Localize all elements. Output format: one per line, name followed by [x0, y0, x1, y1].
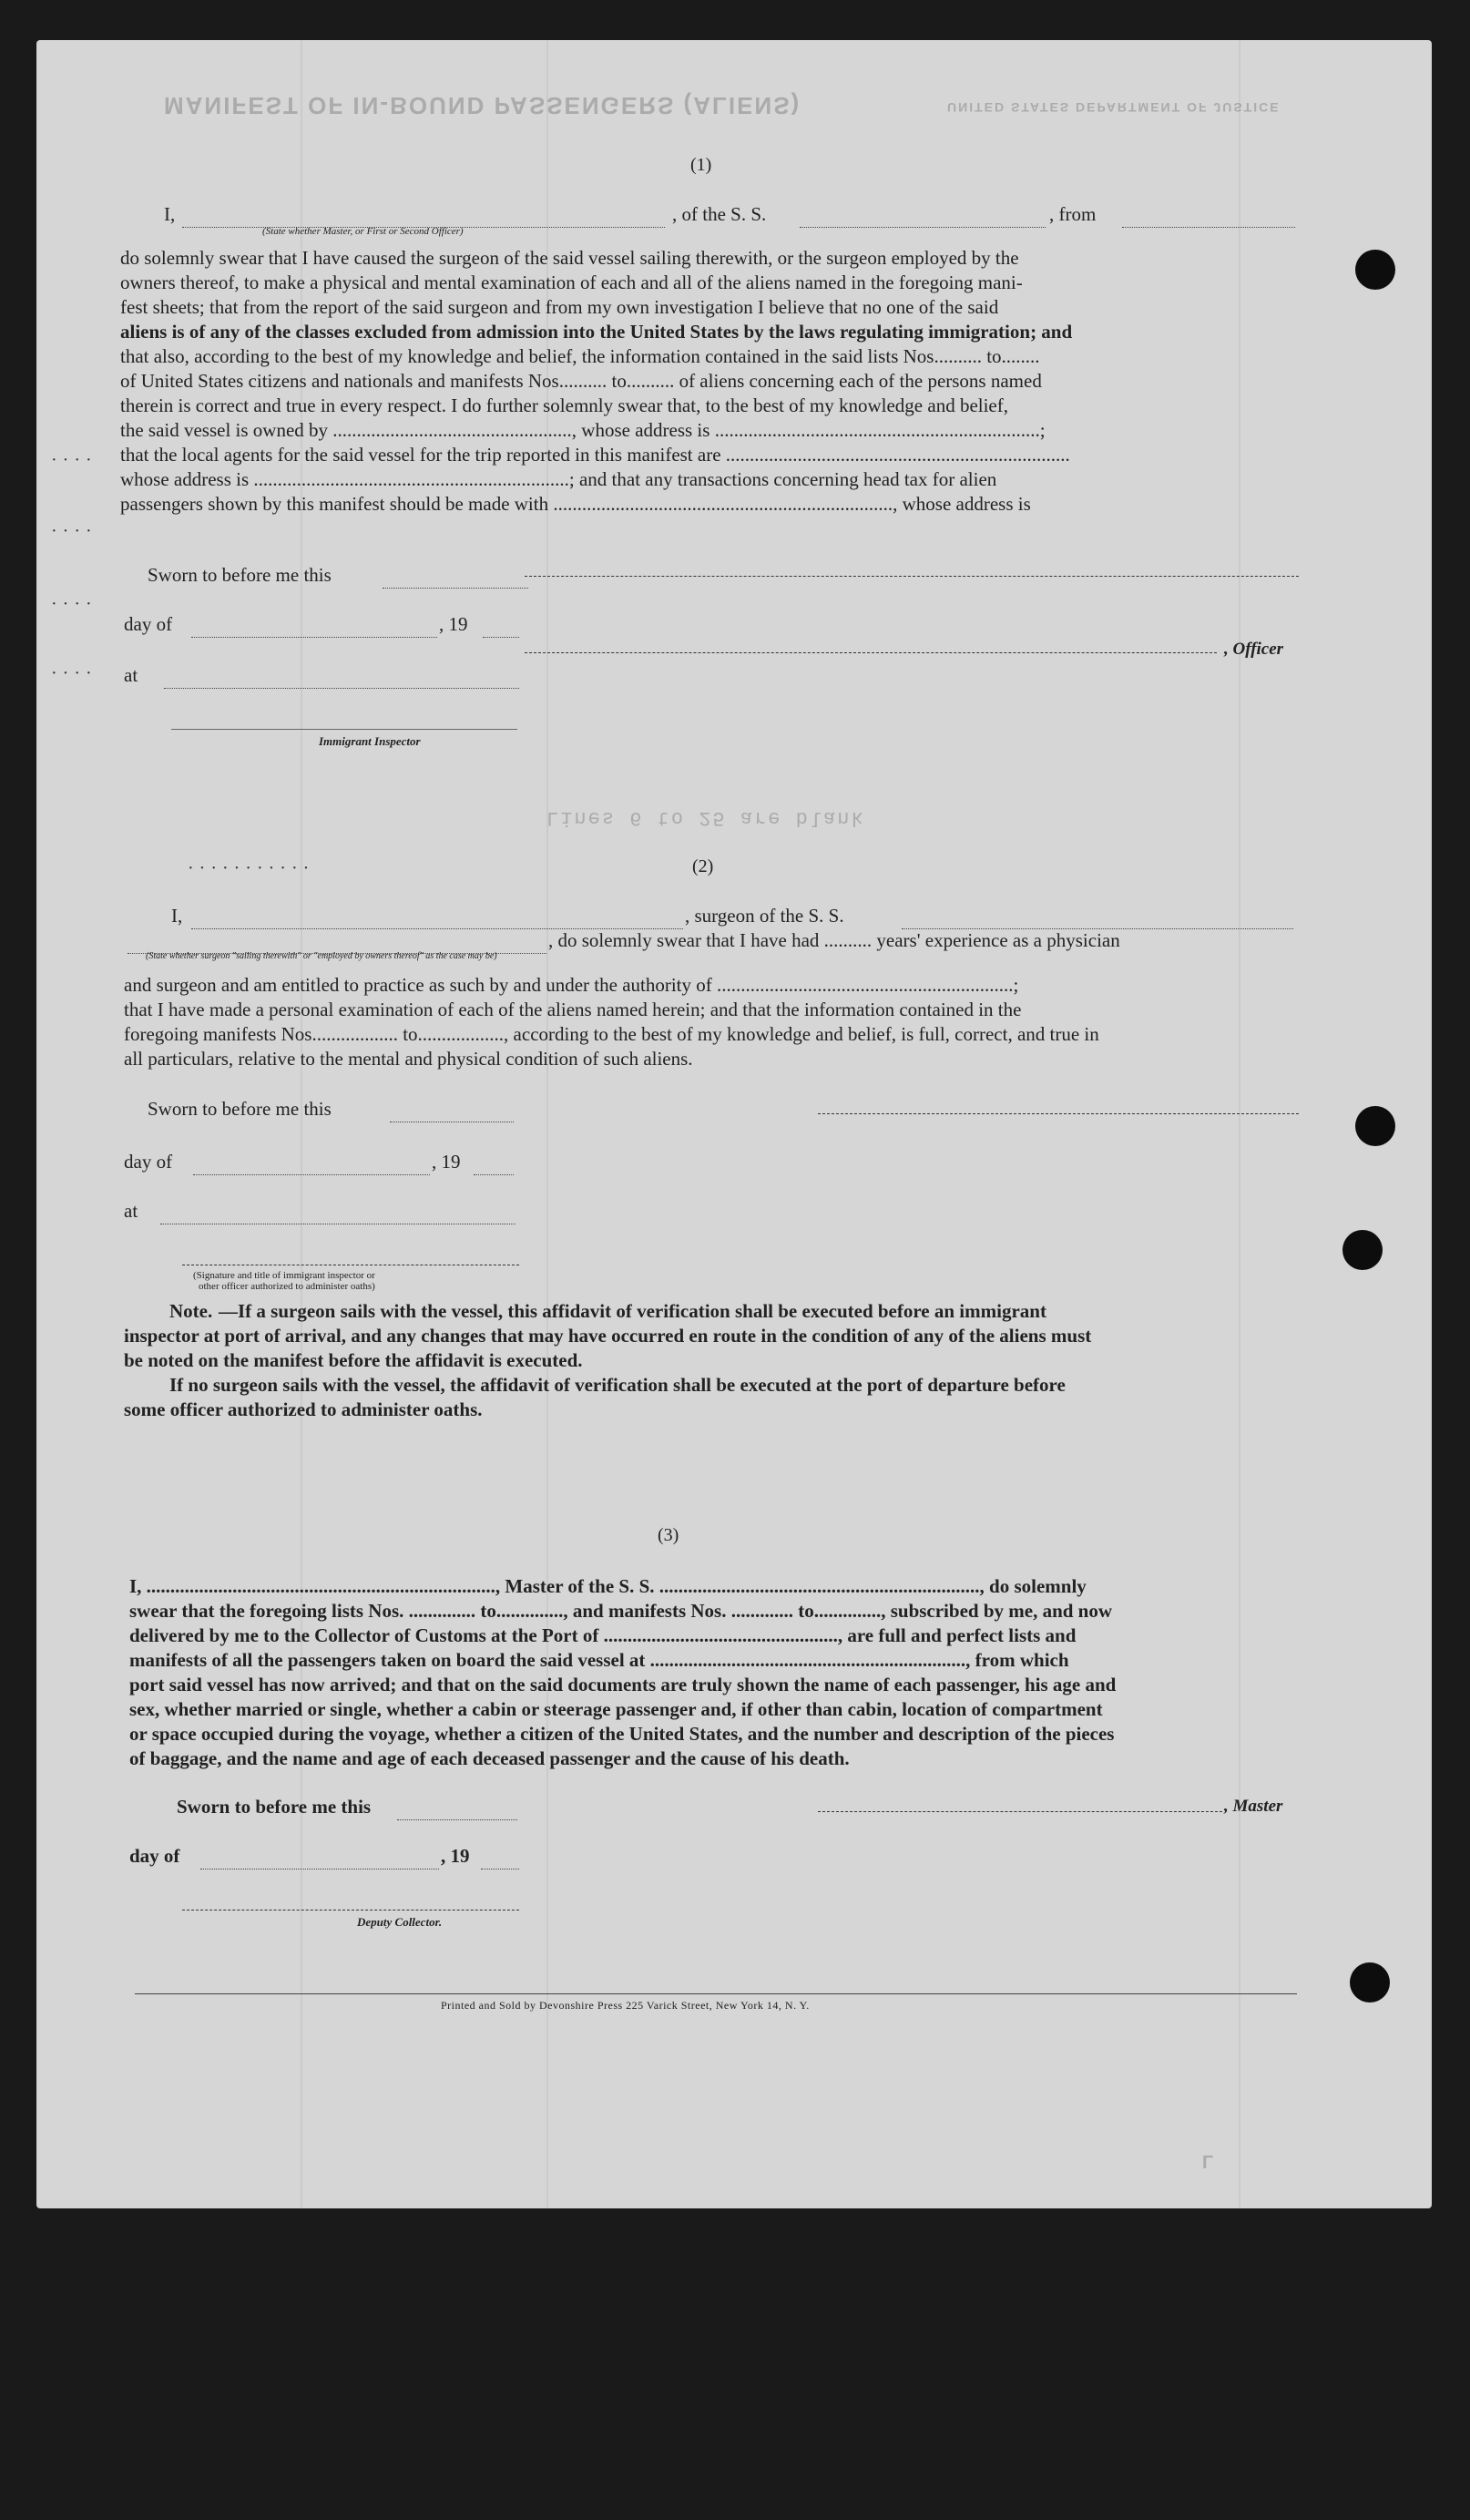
margin-dots: ····	[51, 450, 97, 470]
section-1-day-of: day of	[124, 613, 173, 635]
section-1-sworn: Sworn to before me this	[148, 564, 332, 586]
year-field[interactable]	[474, 1160, 514, 1175]
margin-dots: ····	[51, 663, 97, 683]
punch-hole	[1355, 1106, 1395, 1146]
paragraph-line: and surgeon and am entitled to practice as such by and under the authority of ..............................................................;	[124, 974, 1019, 996]
section-3-sworn: Sworn to before me this	[177, 1796, 372, 1818]
margin-dots: ···········	[188, 858, 315, 878]
section-3-19: , 19	[441, 1845, 470, 1867]
inspector-signature-line[interactable]	[171, 729, 517, 730]
paragraph-line: manifests of all the passengers taken on board the said vessel at .................................................................., from which	[129, 1649, 1069, 1671]
margin-dots: ····	[51, 521, 97, 541]
section-1-signature-line[interactable]	[525, 576, 1299, 577]
paragraph-line: the said vessel is owned by .................................................., whose address is ....................................................................;	[120, 419, 1046, 441]
year-field[interactable]	[483, 622, 519, 638]
paragraph-line: that also, according to the best of my knowledge and belief, the information contained in the said lists Nos.......... to........	[120, 345, 1040, 367]
paragraph-line: therein is correct and true in every respect. I do further solemnly swear that, to the best of my knowledge and belief,	[120, 394, 1008, 416]
section-1-19: , 19	[439, 613, 468, 635]
section-2-at: at	[124, 1200, 138, 1222]
punch-hole	[1342, 1230, 1383, 1270]
bleed-through-title: MANIFEST OF IN-BOUND PASSENGERS (ALIENS)	[164, 92, 801, 119]
year-field[interactable]	[481, 1854, 519, 1870]
section-3-day-of: day of	[129, 1845, 180, 1867]
section-2-sworn: Sworn to before me this	[148, 1098, 332, 1120]
paragraph-line: owners thereof, to make a physical and mental examination of each and all of the aliens named in the foregoing mani-	[120, 271, 1023, 293]
signature-caption: other officer authorized to administer oaths)	[199, 1281, 375, 1292]
paragraph-line: port said vessel has now arrived; and that on the said documents are truly shown the name of each passenger, his age and	[129, 1674, 1117, 1695]
master-signature-line[interactable]	[818, 1811, 1222, 1812]
paragraph-line: aliens is of any of the classes excluded from admission into the United States by the laws regulating immigration; and	[120, 321, 1073, 343]
surgeon-name-field[interactable]	[191, 914, 683, 929]
note-line: be noted on the manifest before the affidavit is executed.	[124, 1349, 583, 1371]
section-3-number: (3)	[658, 1525, 679, 1545]
punch-hole	[1350, 1962, 1390, 2003]
fold-mark	[1239, 40, 1240, 2208]
deputy-collector-caption: Deputy Collector.	[357, 1915, 443, 1929]
section-2-day-of: day of	[124, 1151, 173, 1173]
margin-dots: ····	[51, 594, 97, 614]
note-line: —If a surgeon sails with the vessel, this affidavit of verification shall be executed before an immigrant	[219, 1300, 1046, 1322]
officer-caption: (State whether Master, or First or Second Officer)	[262, 226, 464, 237]
surgeon-vessel-field[interactable]	[902, 914, 1293, 929]
officer-label: , Officer	[1224, 640, 1284, 659]
sworn-date-field[interactable]	[383, 573, 528, 589]
surgeon-caption: (State whether surgeon "sailing therewith" or "employed by owners thereof" as the case may be)	[146, 951, 497, 961]
master-label: , Master	[1224, 1797, 1283, 1816]
paragraph-line: that I have made a personal examination of each of the aliens named herein; and that the information contained in the	[124, 999, 1022, 1020]
section-1-from: , from	[1049, 203, 1097, 225]
sworn-date-field[interactable]	[397, 1805, 517, 1820]
footer-rule	[135, 1993, 1297, 1994]
day-of-field[interactable]	[200, 1854, 439, 1870]
paragraph-line: of baggage, and the name and age of each deceased passenger and the cause of his death.	[129, 1747, 850, 1769]
signature-caption: (Signature and title of immigrant inspector or	[193, 1270, 375, 1281]
note-line: some officer authorized to administer oaths.	[124, 1398, 483, 1420]
punch-hole	[1355, 250, 1395, 290]
inspector-caption: Immigrant Inspector	[319, 734, 421, 748]
surgeon-signature-line[interactable]	[818, 1113, 1299, 1114]
paragraph-line: all particulars, relative to the mental and physical condition of such aliens.	[124, 1048, 693, 1070]
from-port-field[interactable]	[1122, 212, 1295, 228]
officer-signature-line[interactable]	[525, 652, 1217, 653]
section-2-surgeon-ss: , surgeon of the S. S.	[685, 905, 844, 927]
paragraph-line: of United States citizens and nationals and manifests Nos.......... to.......... of aliens concerning each of the persons named	[120, 370, 1042, 392]
section-1-number: (1)	[690, 155, 712, 175]
bleed-through-mark: L	[1202, 2151, 1216, 2171]
paragraph-line: delivered by me to the Collector of Customs at the Port of ................................................., are full and perfect lists and	[129, 1624, 1077, 1646]
sworn-date-field[interactable]	[390, 1107, 514, 1122]
paragraph-line: or space occupied during the voyage, whether a citizen of the United States, and the number and description of the pieces	[129, 1723, 1115, 1745]
day-of-field[interactable]	[191, 622, 437, 638]
note-line: If no surgeon sails with the vessel, the affidavit of verification shall be executed at the port of departure before	[169, 1374, 1066, 1396]
section-1-of-ss: , of the S. S.	[672, 203, 767, 225]
note-label: Note.	[169, 1300, 213, 1322]
paragraph-line: passengers shown by this manifest should be made with ......................................................................., whose address is	[120, 493, 1031, 515]
vessel-name-field[interactable]	[800, 212, 1046, 228]
section-1-i: I,	[164, 203, 176, 225]
bleed-through-header: UNITED STATES DEPARTMENT OF JUSTICE	[947, 100, 1281, 115]
paragraph-line: swear that the foregoing lists Nos. .............. to.............., and manifests Nos. ............. to.............., subscribed by me, and now	[129, 1600, 1113, 1622]
day-of-field[interactable]	[193, 1160, 430, 1175]
paragraph-line: foregoing manifests Nos.................. to.................., according to the best of my knowledge and belief, is full, correct, and true in	[124, 1023, 1099, 1045]
paragraph-line: do solemnly swear that I have caused the surgeon of the said vessel sailing therewith, or the surgeon employed by the	[120, 247, 1019, 269]
paragraph-line: I, ........................................................................., Master of the S. S. ..................................................................., do solemnly	[129, 1575, 1087, 1597]
printer-imprint: Printed and Sold by Devonshire Press 225 Varick Street, New York 14, N. Y.	[441, 1999, 810, 2012]
note-line: inspector at port of arrival, and any changes that may have occurred en route in the condition of any of the aliens must	[124, 1325, 1092, 1347]
section-2-19: , 19	[432, 1151, 461, 1173]
section-2-number: (2)	[692, 856, 714, 876]
at-place-field[interactable]	[160, 1209, 516, 1224]
section-2-line2: , do solemnly swear that I have had .......... years' experience as a physician	[548, 929, 1120, 951]
paragraph-line: sex, whether married or single, whether a cabin or steerage passenger and, if other than cabin, location of compartment	[129, 1698, 1103, 1720]
bleed-through-note: Lines 6 to 25 are blank	[546, 806, 865, 829]
section-1-at: at	[124, 664, 138, 686]
paragraph-line: fest sheets; that from the report of the said surgeon and from my own investigation I believe that no one of the said	[120, 296, 999, 318]
paragraph-line: whose address is ..................................................................; and that any transactions concerning head tax for alien	[120, 468, 997, 490]
paragraph-line: that the local agents for the said vessel for the trip reported in this manifest are ........................................................................	[120, 444, 1070, 466]
at-place-field[interactable]	[164, 673, 519, 689]
section-2-i: I,	[171, 905, 183, 927]
